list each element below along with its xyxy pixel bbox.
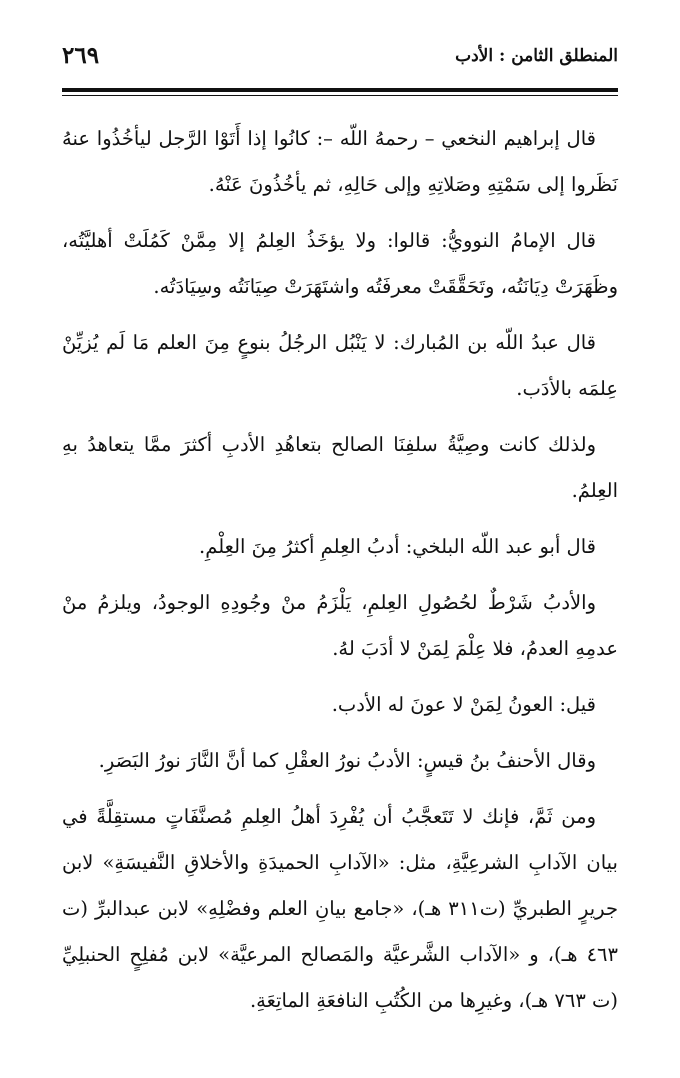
main-text bbox=[62, 116, 618, 1034]
paragraph-salaf-advice: ولذلك كانت وصِيَّةُ سلفِنَا الصالح بتعاهُدِ الأدبِ أكثرَ ممَّا يتعاهدُ بهِ العِلمُ. bbox=[62, 433, 618, 502]
paragraph-balkhi-quote: قال أبو عبد اللّه البلخي: أدبُ العِلمِ أكثرُ مِنَ العِلْمِ. bbox=[199, 535, 596, 558]
header-rule-thin bbox=[62, 95, 618, 96]
paragraph-adab-books: ومن ثَمَّ، فإنك لا تَتَعجَّبُ أن يُفْرِدَ أهلُ العِلمِ مُصنَّفَاتٍ مستقِلَّةً في بيان الآدابِ الشرعِيَّةِ، مثل: «الآدابِ الحميدَةِ والأخلاقِ النَّفيسَةِ» لابن جريرٍ الطبريِّ (ت٣١١ هـ)، «جامع بيانِ العلم وفضْلِهِ» لابن عبدالبرِّ (ت ٤٦٣ هـ)، و «الآداب الشَّرعيَّة والمَصالح المرعيَّة» لابن مُفلِحٍ الحنبلِيِّ (ت ٧٦٣ هـ)، وغيرِها من الكُتُبِ النافعَةِ الماتِعَةِ. bbox=[62, 805, 618, 1012]
paragraph-saying: قيل: العونُ لِمَنْ لا عونَ له الأدب. bbox=[331, 693, 596, 716]
running-title: المنطلق الثامن : الأدب bbox=[455, 46, 618, 66]
header-rule-thick bbox=[62, 88, 618, 92]
paragraph-ahnaf-quote: وقال الأحنفُ بنُ قيسٍ: الأدبُ نورُ العقْلِ كما أنَّ النَّارَ نورُ البَصَرِ. bbox=[98, 749, 596, 772]
paragraph-ibn-mubarak-quote: قال عبدُ اللّه بن المُبارك: لا يَنْبُل الرجُلُ بنوعٍ مِنَ العلم مَا لَم يُزيِّنْ عِلمَه بالأدَب. bbox=[62, 331, 618, 400]
paragraph-nawawi-quote: قال الإمامُ النوويُّ: قالوا: ولا يؤخَذُ العِلمُ إلا مِمَّنْ كَمُلَتْ أهليَّتُه، وظَهَرَتْ دِيَانَتُه، وتَحَقَّقَتْ معرفَتُه واشتَهَرَتْ صِيَانَتُه وسِيَادَتُه. bbox=[62, 229, 618, 298]
paragraph-adab-condition: والأدبُ شَرْطٌ لحُصُولِ العِلمِ، يَلْزَمُ منْ وجُودِهِ الوجودُ، ويلزمُ منْ عدمِهِ العدمُ، فلا عِلْمَ لِمَنْ لا أدَبَ لهُ. bbox=[62, 591, 618, 660]
page-number: ٢٦٩ bbox=[62, 42, 100, 69]
paragraph-nakhai-quote: قال إبراهيم النخعي – رحمهُ اللّه –: كانُوا إذا أَتَوْا الرَّجل ليأخُذُوا عنهُ نَظَروا إلى سَمْتِهِ وصَلاتِهِ وإلى حَالِهِ، ثم يأخُذُونَ عَنْهُ. bbox=[62, 127, 618, 196]
page-header bbox=[62, 40, 618, 80]
